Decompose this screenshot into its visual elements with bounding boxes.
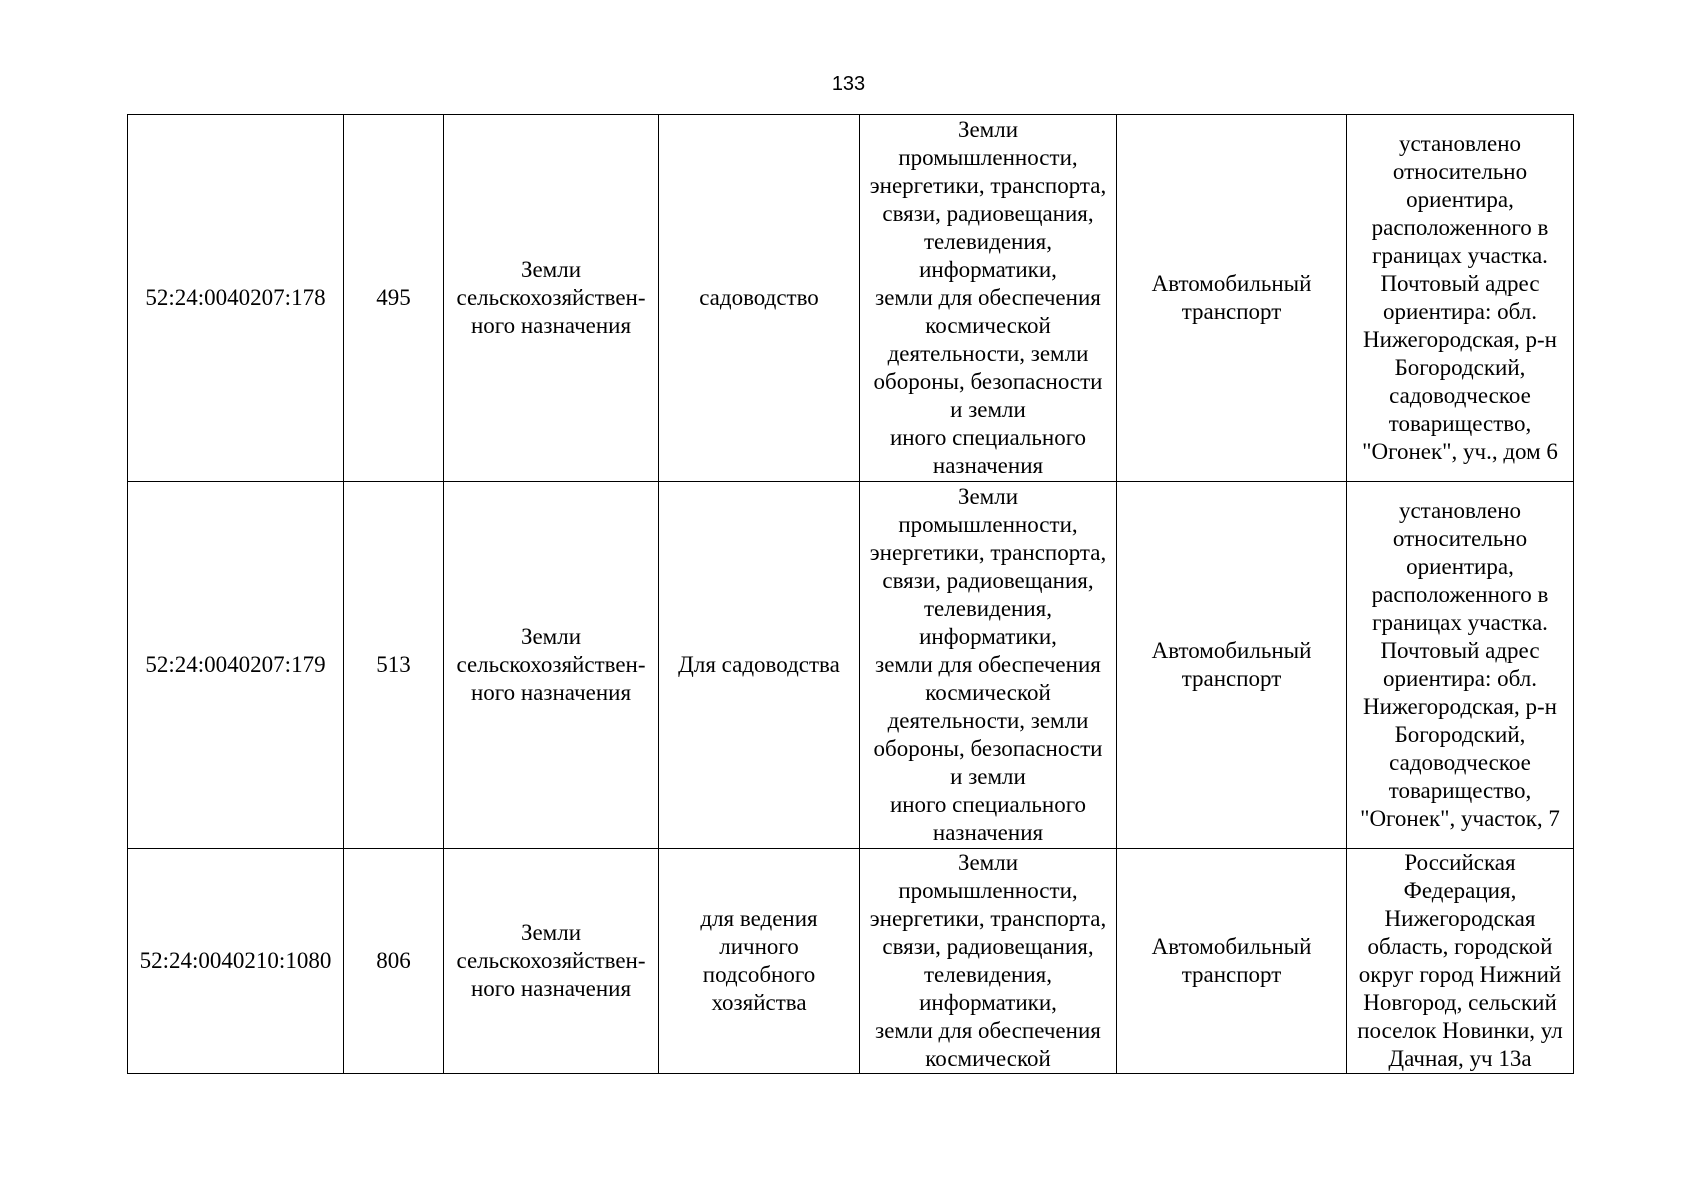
transport-cell <box>1117 115 1347 482</box>
cell-text-line: телевидения, <box>924 596 1052 621</box>
cell-text-line: Земли <box>957 484 1019 509</box>
cell-text-line: установлено <box>1398 498 1522 523</box>
cell-text-line: связи, радиовещания, <box>882 201 1094 226</box>
cell-text-line: Нижегородская, р-н <box>1363 694 1557 719</box>
adjacent-category-cell <box>860 482 1117 849</box>
cell-text-line: транспорт <box>1181 299 1282 324</box>
land-category-cell <box>444 849 659 1074</box>
cell-text-line: информатики, <box>919 257 1057 282</box>
address-cell <box>1347 115 1574 482</box>
cell-text-line: иного специального <box>889 425 1087 450</box>
cell-text-line: Земли <box>520 624 582 649</box>
cell-text-line: расположенного в <box>1371 215 1549 240</box>
cell-text-line: промышленности, <box>898 878 1078 903</box>
cell-text-line: границах участка. <box>1372 610 1548 635</box>
cell-text-line: ного назначения <box>470 976 632 1001</box>
cell-text-line: Почтовый адрес <box>1380 271 1540 296</box>
land-category-cell <box>444 482 659 849</box>
cell-text-line: товарищество, <box>1388 411 1532 436</box>
cell-text-line: Нижегородская <box>1384 906 1536 931</box>
cell-text-line: деятельности, земли <box>887 708 1089 733</box>
cell-text-line: Земли <box>520 257 582 282</box>
cell-text-line: связи, радиовещания, <box>882 568 1094 593</box>
cell-text-line: Почтовый адрес <box>1380 638 1540 663</box>
cell-text-line: Автомобильный <box>1151 934 1312 959</box>
permitted-use-cell <box>659 482 860 849</box>
cell-text-line: садоводство <box>699 285 819 310</box>
cell-text-line: назначения <box>932 820 1044 845</box>
cell-text-line: поселок Новинки, ул <box>1357 1018 1563 1043</box>
cell-text-line: промышленности, <box>898 512 1078 537</box>
cell-text-line: Дачная, уч 13а <box>1388 1046 1532 1071</box>
cell-text-line: ориентира: обл. <box>1383 299 1537 324</box>
cell-text-line: садоводческое <box>1389 383 1531 408</box>
cell-text-line: ориентира, <box>1406 554 1514 579</box>
cell-text-line: энергетики, транспорта, <box>869 906 1107 931</box>
cell-text-line: Для садоводства <box>678 652 840 677</box>
cell-text-line: ного назначения <box>470 313 632 338</box>
cell-text-line: область, городской <box>1367 934 1553 959</box>
cell-text-line: Богородский, <box>1394 355 1526 380</box>
cell-text-line: границах участка. <box>1372 243 1548 268</box>
cadastral-number-cell: 52:24:0040210:1080 <box>128 849 344 1074</box>
permitted-use-cell <box>659 115 860 482</box>
area-cell: 513 <box>344 482 444 849</box>
cell-text-line: ного назначения <box>470 680 632 705</box>
cell-text-line: относительно <box>1392 526 1528 551</box>
cell-text-line: обороны, безопасности <box>873 369 1103 394</box>
table-row <box>128 482 1574 849</box>
cell-text-line: деятельности, земли <box>887 341 1089 366</box>
cell-text-line: связи, радиовещания, <box>882 934 1094 959</box>
cell-text-line: ориентира: обл. <box>1383 666 1537 691</box>
cell-text-line: округ город Нижний <box>1358 962 1562 987</box>
cell-text-line: сельскохозяйствен- <box>456 652 646 677</box>
cell-text-line: сельскохозяйствен- <box>456 948 646 973</box>
cell-text-line: энергетики, транспорта, <box>869 540 1107 565</box>
cell-text-line: Новгород, сельский <box>1363 990 1557 1015</box>
cell-text-line: промышленности, <box>898 145 1078 170</box>
table-row <box>128 115 1574 482</box>
cell-text-line: сельскохозяйствен- <box>456 285 646 310</box>
table-row <box>128 849 1574 1074</box>
cell-text-line: Земли <box>957 850 1019 875</box>
cell-text-line: личного <box>719 934 799 959</box>
cell-text-line: назначения <box>932 453 1044 478</box>
cell-text-line: "Огонек", участок, 7 <box>1360 806 1560 831</box>
adjacent-category-cell <box>860 115 1117 482</box>
transport-cell <box>1117 482 1347 849</box>
area-cell: 806 <box>344 849 444 1074</box>
cell-text-line: земли для обеспечения <box>875 1018 1101 1043</box>
cell-text-line: хозяйства <box>711 990 807 1015</box>
cell-text-line: подсобного <box>702 962 816 987</box>
area-cell: 495 <box>344 115 444 482</box>
cell-text-line: расположенного в <box>1371 582 1549 607</box>
land-plots-table <box>127 114 1574 1074</box>
permitted-use-cell <box>659 849 860 1074</box>
cell-text-line: информатики, <box>919 990 1057 1015</box>
cell-text-line: Федерация, <box>1403 878 1517 903</box>
cell-text-line: Богородский, <box>1394 722 1526 747</box>
cell-text-line: Автомобильный <box>1151 638 1312 663</box>
cell-text-line: Российская <box>1404 850 1516 875</box>
cell-text-line: товарищество, <box>1388 778 1532 803</box>
cell-text-line: установлено <box>1398 131 1522 156</box>
cell-text-line: земли для обеспечения <box>875 285 1101 310</box>
cell-text-line: Автомобильный <box>1151 271 1312 296</box>
address-cell <box>1347 482 1574 849</box>
cell-text-line: транспорт <box>1181 666 1282 691</box>
transport-cell <box>1117 849 1347 1074</box>
cell-text-line: ориентира, <box>1406 187 1514 212</box>
cell-text-line: для ведения <box>700 906 818 931</box>
cell-text-line: информатики, <box>919 624 1057 649</box>
cell-text-line: Земли <box>520 920 582 945</box>
cell-text-line: космической <box>925 313 1051 338</box>
cell-text-line: садоводческое <box>1389 750 1531 775</box>
page-number: 133 <box>831 73 866 95</box>
cell-text-line: обороны, безопасности <box>873 736 1103 761</box>
cell-text-line: иного специального <box>889 792 1087 817</box>
cell-text-line: космической <box>925 1046 1051 1071</box>
cell-text-line: космической <box>925 680 1051 705</box>
cadastral-number-cell: 52:24:0040207:179 <box>128 482 344 849</box>
adjacent-category-cell <box>860 849 1117 1074</box>
land-category-cell <box>444 115 659 482</box>
cell-text-line: телевидения, <box>924 229 1052 254</box>
cell-text-line: и земли <box>950 397 1026 422</box>
cell-text-line: "Огонек", уч., дом 6 <box>1362 439 1558 464</box>
cell-text-line: земли для обеспечения <box>875 652 1101 677</box>
table-body <box>128 115 1574 1074</box>
cell-text-line: Земли <box>957 117 1019 142</box>
cell-text-line: Нижегородская, р-н <box>1363 327 1557 352</box>
cell-text-line: телевидения, <box>924 962 1052 987</box>
cadastral-number-cell: 52:24:0040207:178 <box>128 115 344 482</box>
cell-text-line: относительно <box>1392 159 1528 184</box>
cell-text-line: транспорт <box>1181 962 1282 987</box>
cell-text-line: и земли <box>950 764 1026 789</box>
cell-text-line: энергетики, транспорта, <box>869 173 1107 198</box>
address-cell <box>1347 849 1574 1074</box>
